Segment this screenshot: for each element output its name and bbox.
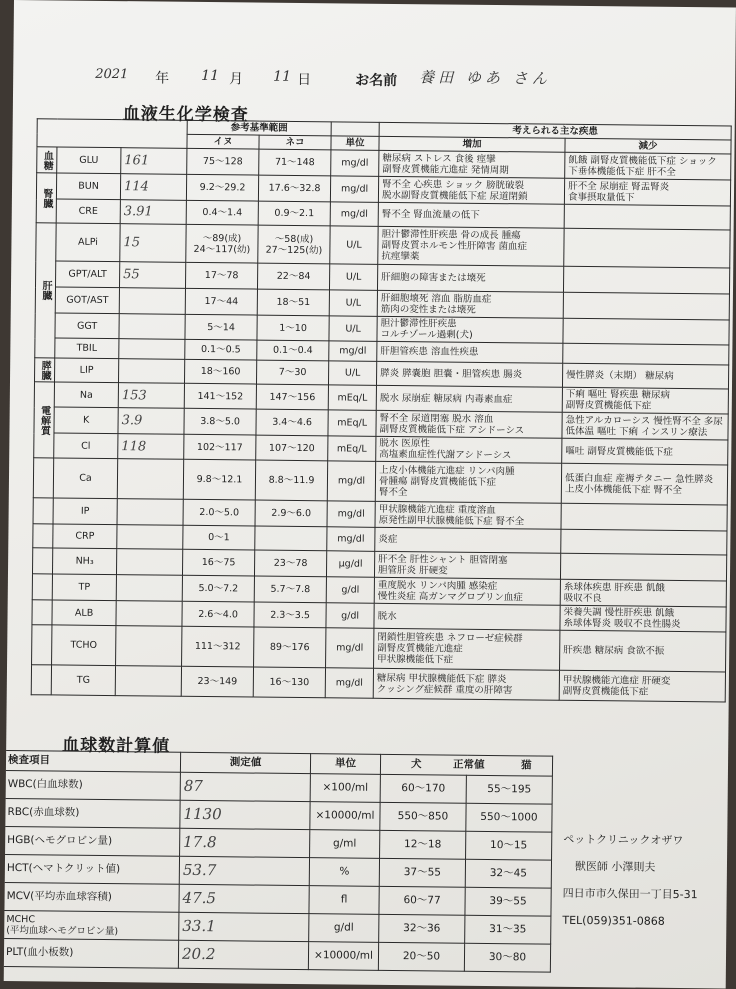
clinic-address: 四日市市久保田一丁目5-31 <box>562 886 698 902</box>
measured-value <box>117 499 183 526</box>
name-label: お名前 <box>355 72 398 90</box>
cbc-item: HCT(ヘマトクリット値) <box>4 854 180 884</box>
cbc-dog-normal: 20～50 <box>378 942 464 971</box>
cbc-item: WBC(白血球数) <box>4 770 180 800</box>
cbc-normal-label: 正常値 <box>452 758 485 771</box>
cat-range <box>255 526 327 551</box>
test-item: Na <box>54 382 118 408</box>
increase-diseases: 脱水 尿崩症 糖尿病 内毒素血症 <box>376 385 562 412</box>
reference-range-header: 参考基準範囲 <box>187 120 331 136</box>
increase-diseases: 膵炎 膵嚢胞 胆嚢・胆管疾患 腸炎 <box>377 361 563 387</box>
dog-range: ～89(成) 24～117(幼) <box>186 224 258 263</box>
dog-range: 9.8～12.1 <box>183 459 255 500</box>
category-blank <box>32 548 52 574</box>
decrease-diseases <box>563 292 729 320</box>
dog-range: 5.0～7.2 <box>182 575 254 602</box>
measured-value: 114 <box>120 174 186 201</box>
measured-value: 161 <box>121 148 187 175</box>
increase-diseases: 甲状腺機能亢進症 重度溶血 原発性副甲状腺機能低下症 腎不全 <box>375 501 561 529</box>
category-blank <box>32 625 52 665</box>
increase-diseases: 脱水 医原性 高塩素血症性代謝アシドーシス <box>376 436 562 463</box>
patient-name: 養田 ゆあ さん <box>419 68 551 88</box>
unit: mEq/L <box>328 436 376 462</box>
measured-value <box>119 339 185 360</box>
cbc-item: MCHC (平均血球ヘモグロビン量) <box>4 910 179 940</box>
clinic-tel: TEL(059)351-0868 <box>562 913 665 928</box>
unit: mg/dl <box>326 628 374 669</box>
dog-range: 75～128 <box>187 148 259 175</box>
day-value: 11 <box>273 68 292 85</box>
measured-value <box>117 525 183 550</box>
category-pancreas: 膵臓 <box>35 358 55 382</box>
dog-range: 0.1～0.5 <box>185 339 257 360</box>
test-item: GOT/AST <box>55 287 119 314</box>
cat-range: 2.3～3.5 <box>254 602 326 628</box>
measured-value: 3.91 <box>120 200 186 225</box>
cbc-item: RBC(赤血球数) <box>4 798 180 828</box>
unit: U/L <box>330 226 378 265</box>
increase-diseases: 胆汁鬱滞性肝疾患 骨の成長 腫瘍 副腎皮質ホルモン性肝障害 菌血症 抗痙攣薬 <box>378 226 564 266</box>
dog-range: 0.4～1.4 <box>186 200 258 225</box>
dog-range: 2.0～5.0 <box>183 499 255 526</box>
test-item: GLU <box>57 147 121 174</box>
cat-range: 89～176 <box>254 627 326 668</box>
cat-range: 17.6～32.8 <box>258 175 330 202</box>
test-item: CRP <box>53 524 117 549</box>
cat-range: 5.7～7.8 <box>254 576 326 603</box>
measured-value: 15 <box>120 224 186 263</box>
dog-range: 141～152 <box>184 383 256 409</box>
chemistry-body <box>31 147 731 702</box>
cbc-row <box>4 938 551 972</box>
measured-value: 55 <box>119 262 185 289</box>
cbc-normal-header <box>380 754 552 776</box>
measured-value <box>116 549 182 576</box>
cbc-dog-normal: 60～77 <box>379 886 465 915</box>
test-item: TP <box>52 574 116 601</box>
decrease-diseases: 糸球体疾患 肝疾患 飢餓 吸収不良 <box>560 579 726 607</box>
dog-range: 102～117 <box>184 434 256 460</box>
increase-diseases: 肝細胞の障害または壊死 <box>378 264 564 292</box>
dog-range: 23～149 <box>181 666 253 697</box>
measured-value <box>115 666 181 697</box>
cbc-dog-normal: 37～55 <box>379 858 465 887</box>
cbc-dog-normal: 32～36 <box>379 914 465 943</box>
report-sheet <box>4 0 736 989</box>
unit: mg/dl <box>331 150 379 177</box>
decrease-diseases: 急性アルカローシス 慢性腎不全 多尿 低体温 嘔吐 下痢 インスリン療法 <box>562 412 728 440</box>
decrease-diseases <box>564 228 730 268</box>
blank-header <box>37 119 187 149</box>
cbc-dog-normal: 550～850 <box>380 802 466 831</box>
increase-diseases: 上皮小体機能亢進症 リンパ肉腫 骨腫瘍 副腎皮質機能低下症 腎不全 <box>375 461 561 503</box>
cbc-measured-value: 53.7 <box>179 856 309 885</box>
month-label: 月 <box>229 71 244 88</box>
increase-diseases: 糖尿病 ストレス 食後 痙攣 副腎皮質機能亢進症 発情周期 <box>379 150 565 178</box>
category-blank <box>31 665 51 695</box>
cbc-measured-value: 20.2 <box>178 940 308 969</box>
cbc-item: MCV(平均赤血球容積) <box>4 882 180 912</box>
unit: mg/dl <box>329 341 377 362</box>
measured-value: 3.9 <box>118 408 184 435</box>
measured-value <box>118 359 184 384</box>
unit: g/dl <box>326 577 374 604</box>
increase-diseases: 肝胆管疾患 溶血性疾患 <box>377 341 563 363</box>
cbc-unit: g/ml <box>310 830 380 859</box>
measured-value: 118 <box>118 434 184 460</box>
category-blank <box>33 524 53 548</box>
cbc-cat-normal: 10～15 <box>466 831 552 860</box>
cat-range: 8.8～11.9 <box>255 460 327 501</box>
test-item: TCHO <box>52 625 116 666</box>
cbc-item: HGB(ヘモグロビン量) <box>4 826 180 856</box>
unit: U/L <box>330 264 378 291</box>
category-liver: 肝臓 <box>35 223 56 358</box>
cbc-measured-header: 測定値 <box>180 752 310 773</box>
category-blank <box>32 600 52 625</box>
cbc-unit: ×100/ml <box>310 774 380 803</box>
chemistry-row <box>31 665 725 702</box>
dog-range: 17～78 <box>186 262 258 289</box>
cbc-body <box>4 770 553 972</box>
cat-range: 2.9～6.0 <box>255 500 327 527</box>
cbc-title: 血球数計算値 <box>62 735 171 757</box>
clinic-name: ペットクリニックオザワ <box>563 832 684 848</box>
decrease-diseases: 甲状腺機能亢進症 肝硬変 副腎皮質機能低下症 <box>559 670 725 702</box>
decrease-diseases <box>563 343 729 365</box>
dog-range: 16～75 <box>183 549 255 576</box>
category-sugar: 血糖 <box>37 147 57 173</box>
category-blank <box>33 458 53 498</box>
cbc-unit: ×10000/ml <box>308 942 378 971</box>
decrease-diseases: 低蛋白血症 産褥テタニー 急性膵炎 上皮小体機能低下症 腎不全 <box>561 463 727 505</box>
day-label: 日 <box>297 71 312 89</box>
dog-range: 3.8～5.0 <box>184 408 256 435</box>
cbc-cat-normal: 550～1000 <box>466 803 552 832</box>
cat-header: ネコ <box>259 135 331 150</box>
cbc-cat-normal: 30～80 <box>464 943 550 972</box>
test-item: NH₃ <box>52 548 116 575</box>
measured-value <box>119 314 185 340</box>
decrease-diseases: 慢性膵炎（末期） 糖尿病 <box>563 363 729 389</box>
test-item: TG <box>51 665 115 696</box>
clinic-info <box>562 826 733 936</box>
test-item: CRE <box>56 199 120 224</box>
dog-range: 5～14 <box>185 314 257 340</box>
decrease-diseases: 肝不全 尿崩症 腎盂腎炎 食事摂取量低下 <box>564 178 730 206</box>
cbc-cat-header: 猫 <box>520 759 532 772</box>
cbc-measured-value: 1130 <box>180 800 310 829</box>
unit: U/L <box>329 290 377 317</box>
dog-range: 2.6～4.0 <box>182 601 254 627</box>
report-header <box>83 66 603 90</box>
cbc-unit: g/dl <box>309 914 379 943</box>
increase-diseases: 脱水 <box>374 603 560 630</box>
cbc-measured-value: 87 <box>180 772 310 801</box>
year-value: 2021 <box>95 66 129 83</box>
cat-range: 1～10 <box>257 315 329 341</box>
increase-diseases: 閉鎖性胆管疾患 ネフローゼ症候群 副腎皮質機能亢進症 甲状腺機能低下症 <box>374 628 560 670</box>
cbc-table <box>4 750 553 973</box>
clinic-doctor: 獣医師 小澤則夫 <box>574 859 656 874</box>
dog-range: 0～1 <box>183 525 255 550</box>
diseases-header: 考えられる主な疾患 <box>379 122 731 140</box>
increase-diseases: 炎症 <box>375 527 561 553</box>
test-item: LIP <box>55 358 119 383</box>
decrease-diseases: 嘔吐 副腎皮質機能低下症 <box>562 438 728 465</box>
cbc-measured-value: 47.5 <box>179 884 309 913</box>
unit: μg/dl <box>327 551 375 578</box>
chemistry-title: 血液生化学検査 <box>122 104 249 126</box>
test-item: Ca <box>53 458 117 499</box>
unit: mg/dl <box>330 176 378 203</box>
test-item: ALPi <box>56 223 120 262</box>
cat-range: 71～148 <box>259 149 331 176</box>
chemistry-table <box>31 118 732 702</box>
cat-range: ～58(成) 27～125(幼) <box>258 225 330 264</box>
blank-unit-header <box>331 122 379 137</box>
measured-value <box>116 626 182 667</box>
category-blank <box>33 498 53 524</box>
decrease-diseases <box>561 529 727 555</box>
unit: mg/dl <box>330 202 378 227</box>
cbc-dog-normal: 12～18 <box>380 830 466 859</box>
increase-diseases: 胆汁鬱滞性肝疾患 コルチゾール過剰(犬) <box>377 316 563 343</box>
decrease-diseases <box>564 204 730 230</box>
cbc-unit: % <box>309 858 379 887</box>
cbc-item: PLT(血小板数) <box>4 938 179 968</box>
dog-range: 17～44 <box>185 288 257 315</box>
unit: g/dl <box>326 603 374 629</box>
cbc-measured-value: 17.8 <box>180 828 310 857</box>
cat-range: 0.9～2.1 <box>258 201 330 226</box>
test-item: GGT <box>55 313 119 339</box>
cbc-cat-normal: 55～195 <box>466 775 552 804</box>
decrease-header: 減少 <box>565 138 731 154</box>
increase-header: 増加 <box>379 136 565 152</box>
increase-diseases: 重度脱水 リンパ肉腫 感染症 慢性炎症 高ガンマグロブリン血症 <box>374 577 560 605</box>
increase-diseases: 腎不全 心疾患 ショック 膀胱破裂 脱水副腎皮質機能低下症 尿道閉鎖 <box>378 176 564 204</box>
decrease-diseases: 飢餓 副腎皮質機能低下症 ショック 下垂体機能低下症 肝不全 <box>565 152 731 180</box>
decrease-diseases: 肝疾患 糖尿病 食欲不振 <box>560 630 726 672</box>
decrease-diseases <box>563 318 729 345</box>
decrease-diseases <box>560 553 726 581</box>
measured-value <box>116 575 182 602</box>
cbc-unit: fl <box>309 886 379 915</box>
test-item: ALB <box>52 600 116 626</box>
test-item: TBIL <box>55 338 119 359</box>
increase-diseases: 糖尿病 甲状腺機能低下症 膵炎 クッシング症候群 重度の肝障害 <box>373 668 559 700</box>
measured-value <box>117 459 183 500</box>
category-blank <box>32 574 52 600</box>
cbc-dog-header: 犬 <box>410 758 422 771</box>
increase-diseases: 肝細胞壊死 溶血 脂肪血症 筋肉の変性または壊死 <box>377 290 563 318</box>
month-value: 11 <box>201 67 220 85</box>
unit: mg/dl <box>327 501 375 528</box>
cbc-unit-header: 単位 <box>310 754 380 775</box>
dog-header: イヌ <box>187 134 259 149</box>
test-item: K <box>54 407 118 434</box>
unit: U/L <box>329 361 377 386</box>
unit: mg/dl <box>327 527 375 552</box>
cat-range: 23～78 <box>254 550 326 577</box>
dog-range: 111～312 <box>182 626 254 667</box>
unit: U/L <box>329 316 377 342</box>
dog-range: 9.2～29.2 <box>186 174 258 201</box>
decrease-diseases <box>564 266 730 294</box>
cbc-cat-normal: 31～35 <box>465 915 551 944</box>
increase-diseases: 肝不全 肝性シャント 胆管閉塞 胆管肝炎 肝硬変 <box>375 551 561 579</box>
unit: mEq/L <box>328 385 376 411</box>
decrease-diseases <box>561 503 727 531</box>
increase-diseases: 腎不全 腎血流量の低下 <box>378 202 564 228</box>
cat-range: 3.4～4.6 <box>256 409 328 436</box>
cbc-dog-normal: 60～170 <box>380 774 466 803</box>
cbc-measured-value: 33.1 <box>179 912 309 941</box>
cbc-cat-normal: 39～55 <box>465 887 551 916</box>
year-label: 年 <box>155 70 170 87</box>
dog-range: 18～160 <box>185 359 257 384</box>
test-item: Cl <box>54 433 118 459</box>
cat-range: 107～120 <box>256 435 328 461</box>
cbc-cat-normal: 32～45 <box>465 859 551 888</box>
unit-header: 単位 <box>331 136 379 151</box>
test-item: GPT/ALT <box>55 261 119 288</box>
decrease-diseases: 栄養失調 慢性肝疾患 飢餓 糸球体腎炎 吸収不良性腸炎 <box>560 605 726 632</box>
unit: mEq/L <box>328 410 376 437</box>
measured-value <box>116 601 182 627</box>
cbc-unit: ×10000/ml <box>310 802 380 831</box>
cat-range: 7～30 <box>257 360 329 385</box>
increase-diseases: 腎不全 尿道閉塞 脱水 溶血 副腎皮質機能低下症 アシドーシス <box>376 410 562 438</box>
category-kidney: 腎臓 <box>36 173 57 223</box>
unit: mg/dl <box>325 668 373 699</box>
cat-range: 0.1～0.4 <box>257 340 329 361</box>
test-item: IP <box>53 498 117 525</box>
decrease-diseases: 下痢 嘔吐 腎疾患 糖尿病 副腎皮質機能低下症 <box>562 387 728 414</box>
cat-range: 147～156 <box>256 384 328 410</box>
cat-range: 18～51 <box>257 289 329 316</box>
measured-value <box>119 288 185 315</box>
cat-range: 16～130 <box>253 667 325 698</box>
cat-range: 22～84 <box>258 263 330 290</box>
unit: mg/dl <box>327 461 375 502</box>
test-item: BUN <box>56 173 120 200</box>
measured-value: 153 <box>118 383 184 409</box>
cbc-item-header: 検査項目 <box>4 750 180 772</box>
category-electrolyte: 電解質 <box>34 382 55 458</box>
